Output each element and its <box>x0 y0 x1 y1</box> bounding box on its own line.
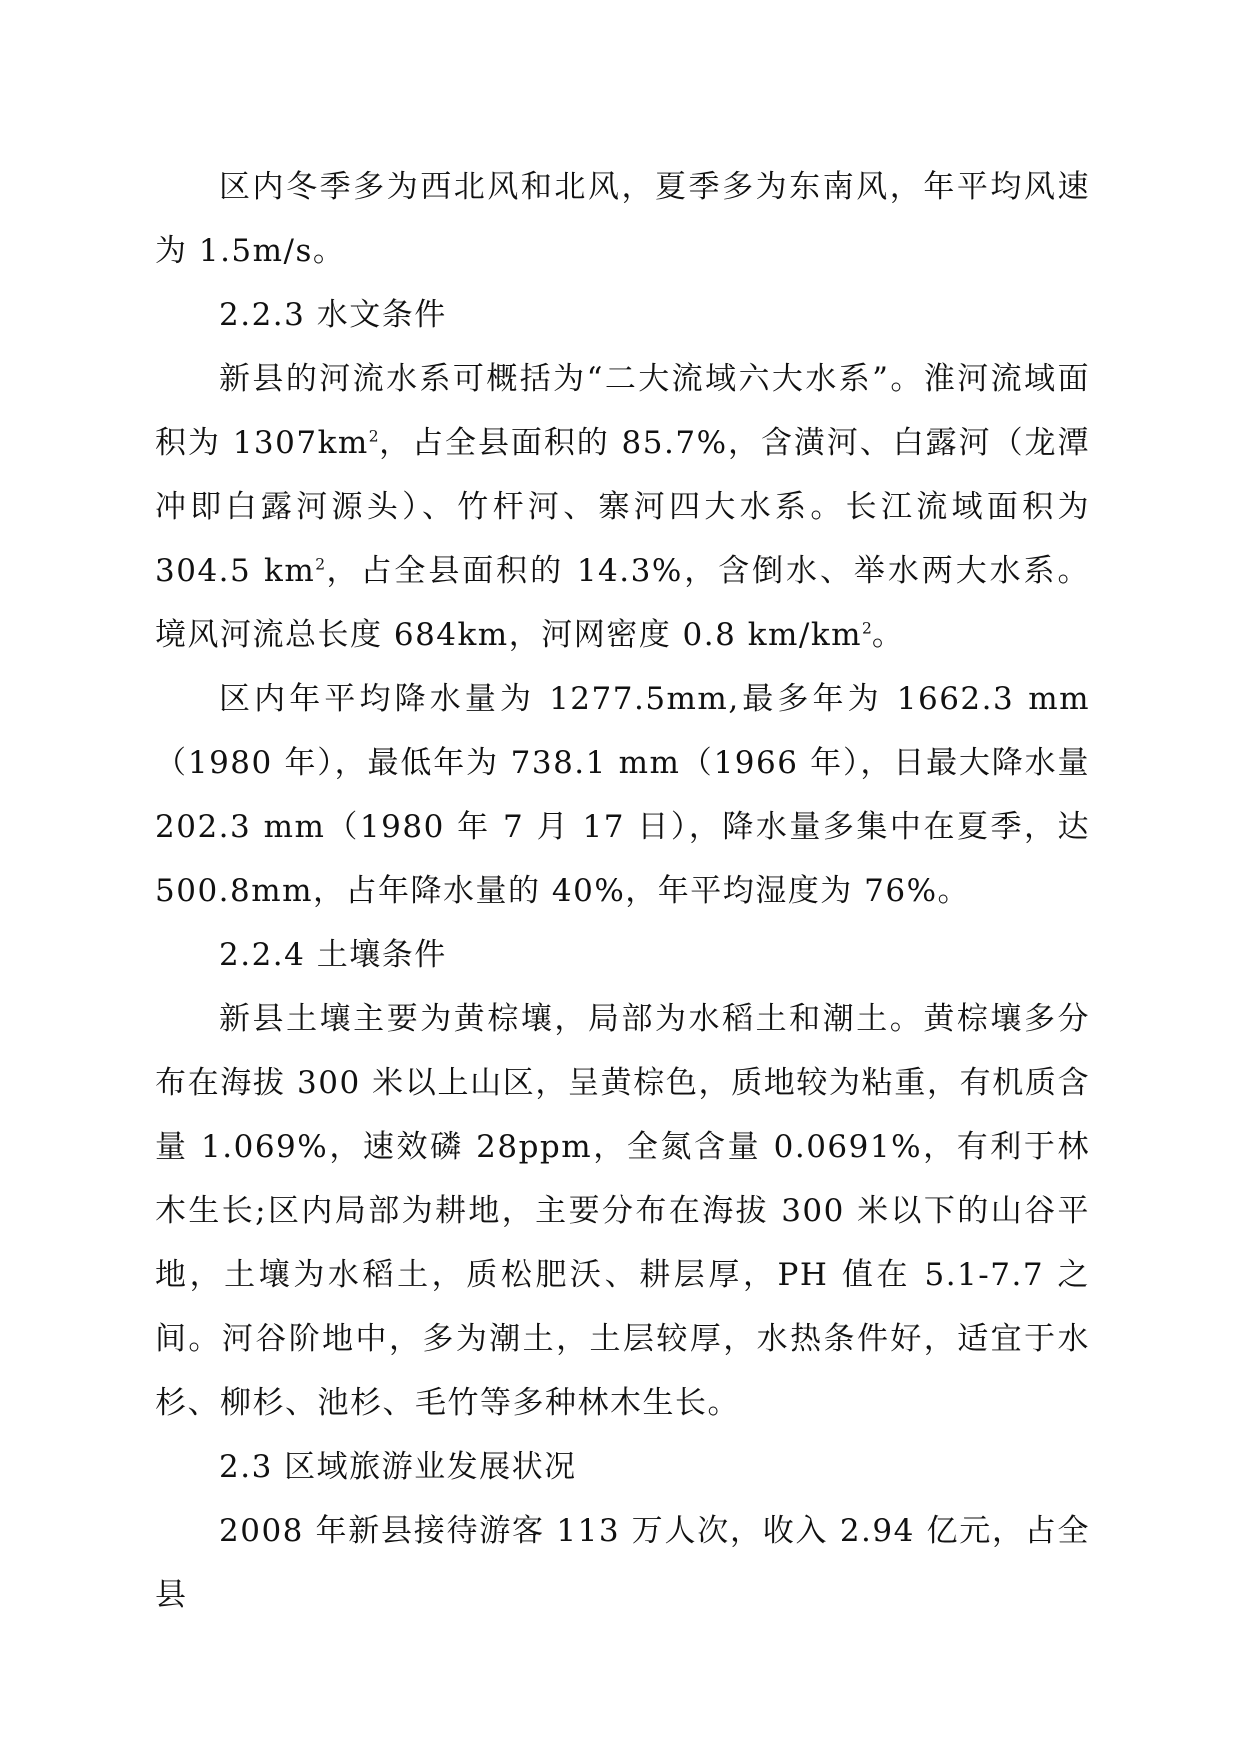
section-heading-hydrology: 2.2.3 水文条件 <box>219 297 447 333</box>
paragraph-wind: 区内冬季多为西北风和北风，夏季多为东南风，年平均风速为 1.5m/s。 <box>155 169 1090 269</box>
section-heading-soil: 2.2.4 土壤条件 <box>219 937 447 973</box>
hydrology-text-2: ，占全县面积的 85.7%，含潢河、白露河（龙潭冲即白露河源头）、竹杆河、寨河四大水系。长江流域面积为 304.5 km <box>155 425 1090 589</box>
hydrology-text-1: 新县的河流水系可概括为“二大流域六大水系”。淮河流域面积为 1307km <box>155 361 1090 461</box>
paragraph-tourism: 2008 年新县接待游客 113 万人次，收入 2.94 亿元，占全县 <box>155 1513 1090 1613</box>
paragraph-hydrology <box>155 347 1090 667</box>
paragraph-rainfall: 区内年平均降水量为 1277.5mm,最多年为 1662.3 mm（1980 年），最低年为 738.1 mm（1966 年），日最大降水量 202.3 mm（1980 年 7 月 17 日），降水量多集中在夏季，达 500.8mm，占年降水量的 40%，年平均湿度为 76%。 <box>155 681 1090 909</box>
document-body <box>155 155 1090 1627</box>
paragraph-soil: 新县土壤主要为黄棕壤，局部为水稻土和潮土。黄棕壤多分布在海拔 300 米以上山区，呈黄棕色，质地较为粘重，有机质含量 1.069%，速效磷 28ppm，全氮含量 0.0691%，有利于林木生长;区内局部为耕地，主要分布在海拔 300 米以下的山谷平地，土壤为水稻土，质松肥沃、耕层厚，PH 值在 5.1-7.7 之间。河谷阶地中，多为潮土，土层较厚，水热条件好，适宜于水杉、柳杉、池杉、毛竹等多种林木生长。 <box>155 1001 1090 1421</box>
hydrology-text-4: 。 <box>871 617 905 653</box>
superscript-squared: 2 <box>368 427 379 446</box>
hydrology-text-3: ，占全县面积的 14.3%，含倒水、举水两大水系。境风河流总长度 684km，河网密度 0.8 km/km <box>155 553 1090 653</box>
superscript-squared: 2 <box>315 555 326 574</box>
section-heading-tourism: 2.3 区域旅游业发展状况 <box>219 1449 577 1485</box>
superscript-squared: 2 <box>862 619 872 638</box>
